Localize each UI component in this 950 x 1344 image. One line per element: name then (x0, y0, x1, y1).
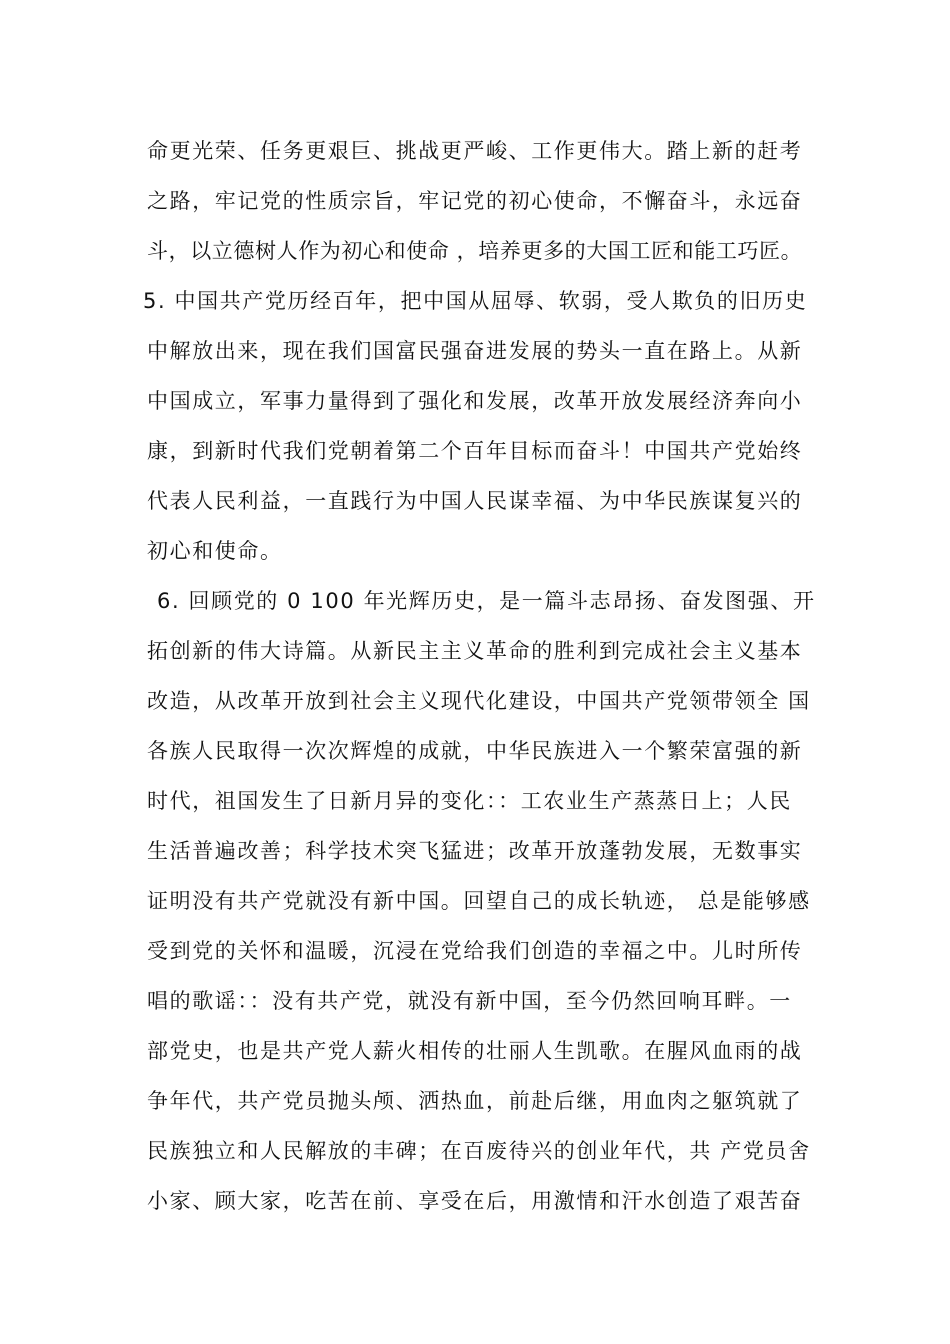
text-line: 改造，从改革开放到社会主义现代化建设，中国共产党领带领全 国 (147, 689, 811, 713)
text-line: 之路，牢记党的性质宗旨，牢记党的初心使命，不懈奋斗，永远奋 (147, 189, 803, 213)
text-line: 命更光荣、任务更艰巨、挑战更严峻、工作更伟大。踏上新的赶考 (147, 139, 803, 163)
text-line: 唱的歌谣：：没有共产党，就没有新中国，至今仍然回响耳畔。一 (147, 989, 792, 1013)
text-line: 中解放出来，现在我们国富民强奋进发展的势头一直在路上。从新 (147, 339, 803, 363)
text-line: 民族独立和人民解放的丰碑；在百废待兴的创业年代，共 产党员舍 (147, 1139, 811, 1163)
text-line: 6. 回顾党的 0 100 年光辉历史，是一篇斗志昂扬、奋发图强、开 (157, 589, 816, 613)
text-line: 拓创新的伟大诗篇。从新民主主义革命的胜利到完成社会主义基本 (147, 639, 803, 663)
text-line: 中国成立，军事力量得到了强化和发展，改革开放发展经济奔向小 (147, 389, 803, 413)
text-line: 各族人民取得一次次辉煌的成就，中华民族进入一个繁荣富强的新 (147, 739, 803, 763)
text-line: 5. 中国共产党历经百年，把中国从屈辱、软弱，受人欺负的旧历史 (143, 289, 808, 313)
text-line: 代表人民利益，一直践行为中国人民谋幸福、为中华民族谋复兴的 (147, 489, 803, 513)
text-line: 争年代，共产党员抛头颅、洒热血，前赴后继，用血肉之躯筑就了 (147, 1089, 803, 1113)
text-line: 康，到新时代我们党朝着第二个百年目标而奋斗！中国共产党始终 (147, 439, 803, 463)
text-line: 时代，祖国发生了日新月异的变化：：工农业生产蒸蒸日上；人民 (147, 789, 792, 813)
text-line: 证明没有共产党就没有新中国。回望自己的成长轨迹， 总是能够感 (147, 889, 811, 913)
text-line: 小家、顾大家，吃苦在前、享受在后，用激情和汗水创造了艰苦奋 (147, 1189, 803, 1213)
text-line: 生活普遍改善；科学技术突飞猛进；改革开放蓬勃发展，无数事实 (147, 839, 803, 863)
text-line: 受到党的关怀和温暖，沉浸在党给我们创造的幸福之中。儿时所传 (147, 939, 803, 963)
text-line: 部党史，也是共产党人薪火相传的壮丽人生凯歌。在腥风血雨的战 (147, 1039, 803, 1063)
text-line: 初心和使命。 (147, 539, 283, 563)
text-line: 斗，以立德树人作为初心和使命 ，培养更多的大国工匠和能工巧匠。 (147, 239, 803, 263)
